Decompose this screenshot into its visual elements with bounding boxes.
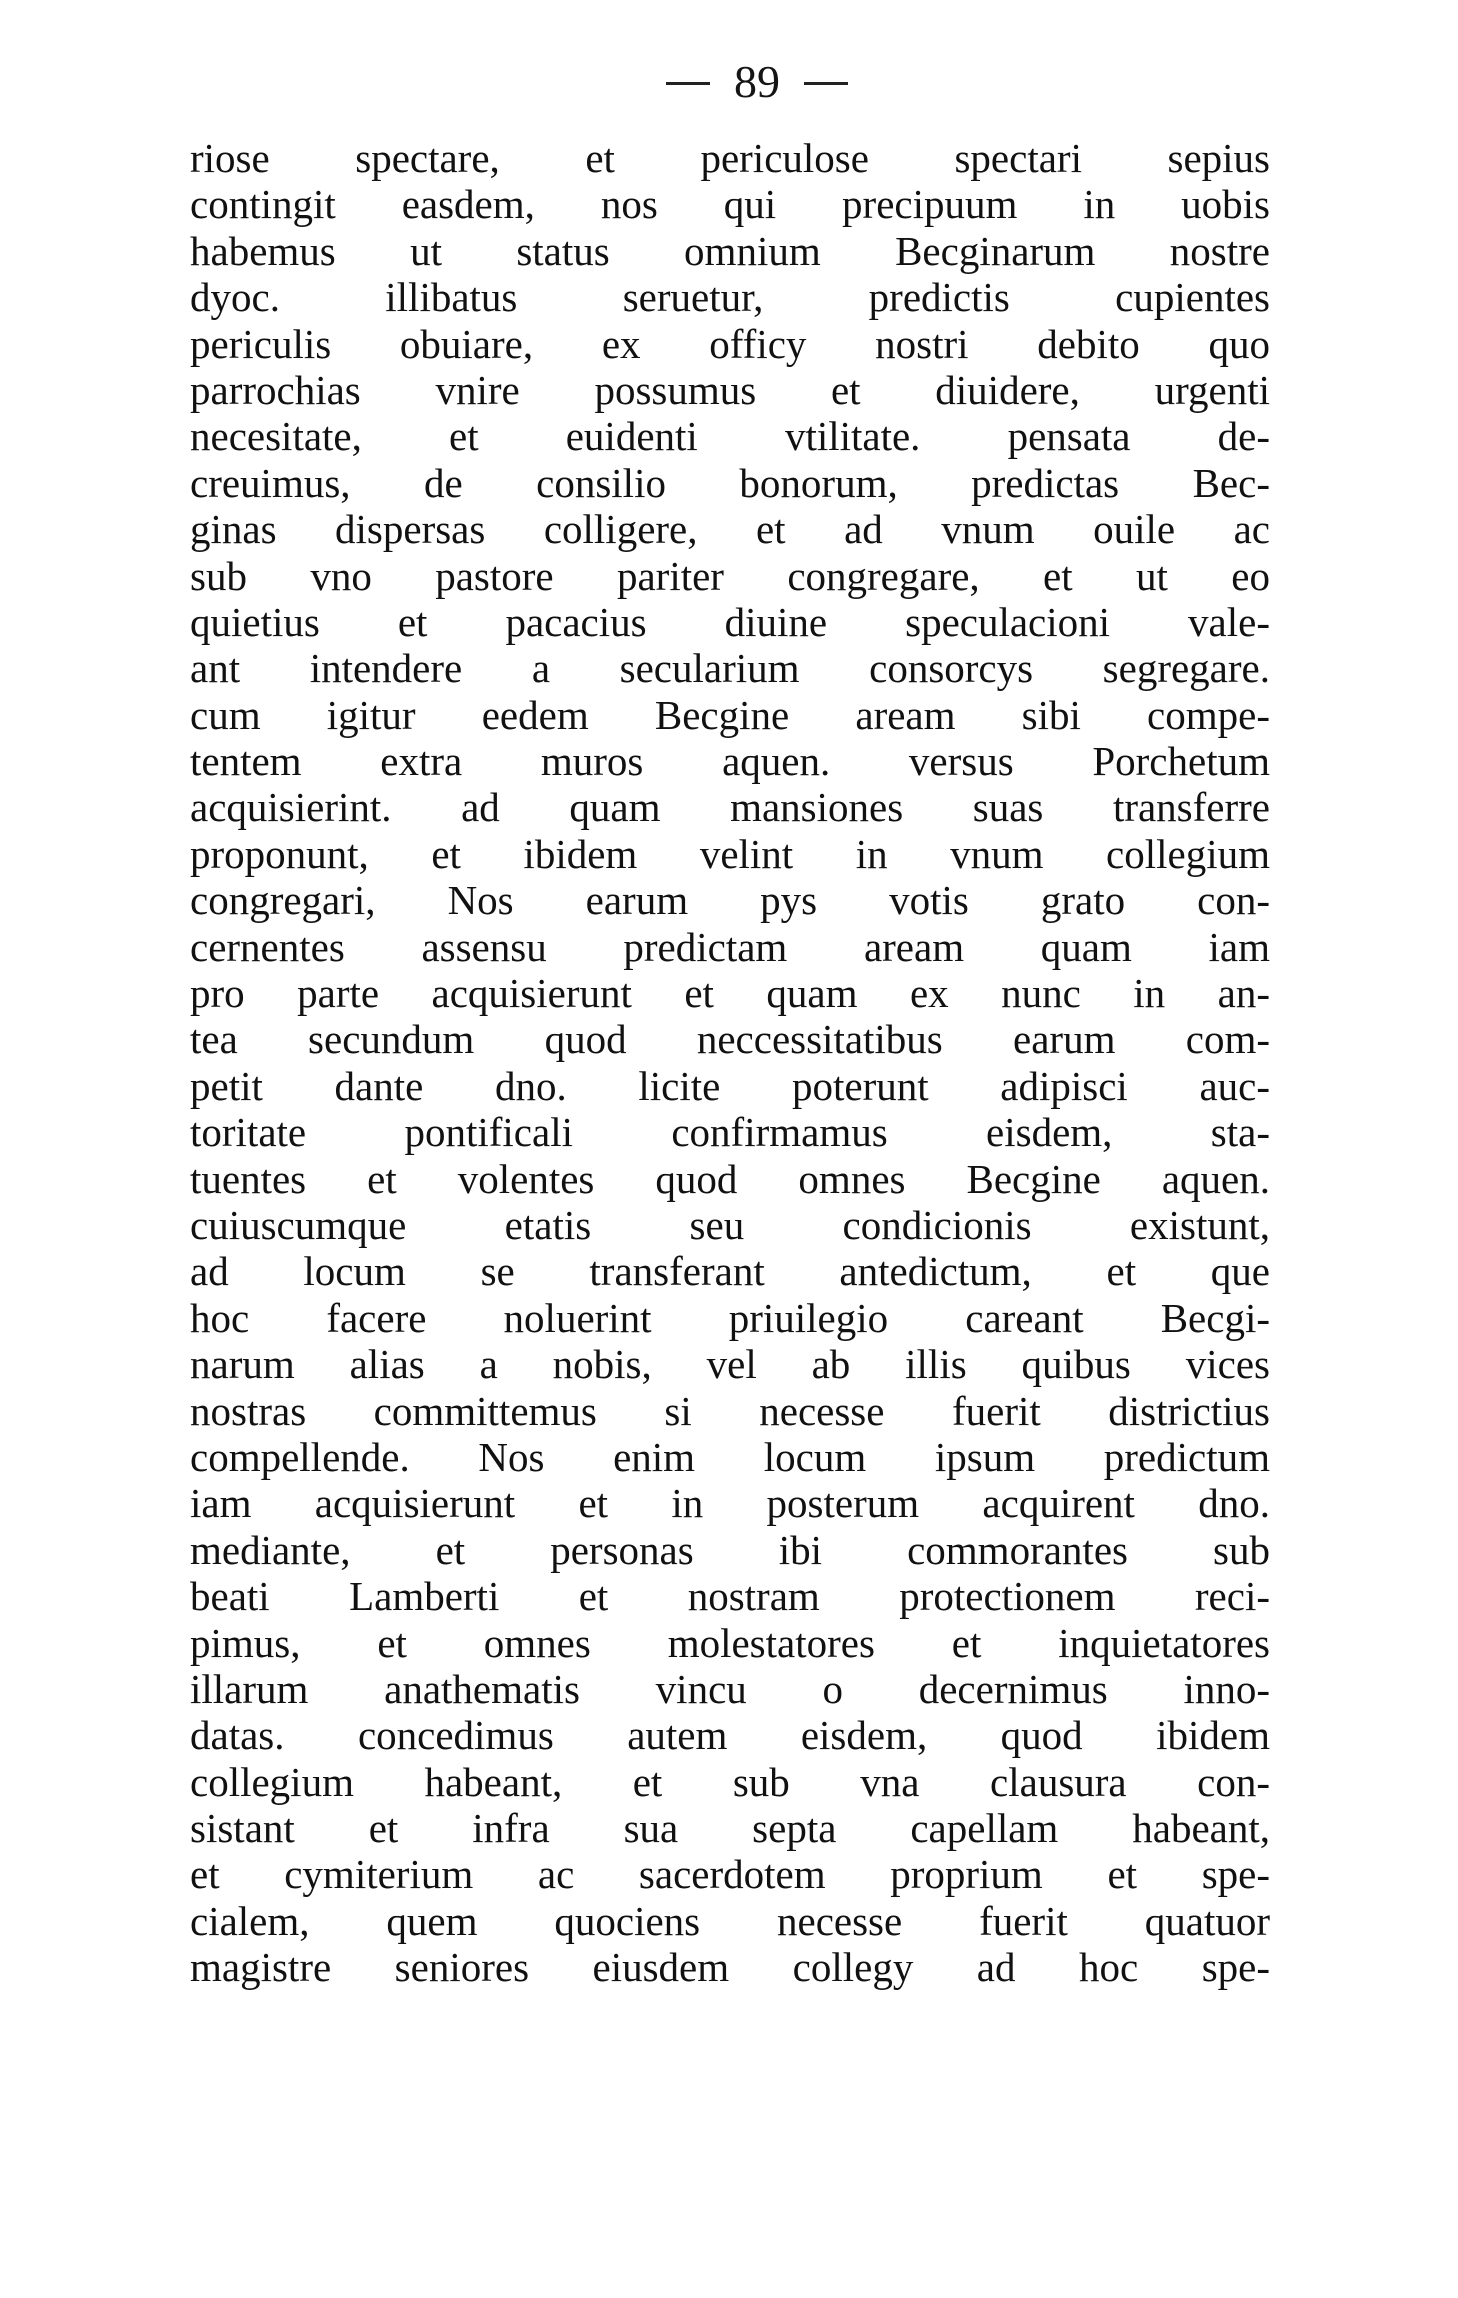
text-line: pro parte acquisierunt et quam ex nunc in an-: [190, 970, 1270, 1017]
text-line: proponunt, et ibidem velint in vnum collegium: [190, 830, 1270, 877]
text-line: collegium habeant, et sub vna clausura con-: [190, 1758, 1270, 1805]
text-line: iam acquisierunt et in posterum acquirent dno.: [190, 1480, 1270, 1527]
text-line: cuiuscumque etatis seu condicionis existunt,: [190, 1201, 1270, 1248]
text-line: creuimus, de consilio bonorum, predictas Bec-: [190, 459, 1270, 506]
text-line: contingit easdem, nos qui precipuum in uobis: [190, 181, 1270, 228]
text-line: acquisierint. ad quam mansiones suas transferre: [190, 784, 1270, 831]
body-text: [190, 135, 1270, 1991]
text-line: congregari, Nos earum pys votis grato con-: [190, 877, 1270, 924]
text-line: magistre seniores eiusdem collegy ad hoc spe-: [190, 1944, 1270, 1991]
text-line: hoc facere noluerint priuilegio careant Becgi-: [190, 1294, 1270, 1341]
text-line: illarum anathematis vincu o decernimus inno-: [190, 1665, 1270, 1712]
text-line: tuentes et volentes quod omnes Becgine aquen.: [190, 1155, 1270, 1202]
text-line: ginas dispersas colligere, et ad vnum ouile ac: [190, 506, 1270, 553]
text-line: ad locum se transferant antedictum, et que: [190, 1248, 1270, 1295]
text-line: mediante, et personas ibi commorantes sub: [190, 1526, 1270, 1573]
text-line: pimus, et omnes molestatores et inquietatores: [190, 1619, 1270, 1666]
page-header: [28, 52, 1458, 112]
text-line: habemus ut status omnium Becginarum nostre: [190, 227, 1270, 274]
text-line: riose spectare, et periculose spectari sepius: [190, 135, 1270, 181]
text-line: petit dante dno. licite poterunt adipisci auc-: [190, 1062, 1270, 1109]
text-line: beati Lamberti et nostram protectionem reci-: [190, 1573, 1270, 1620]
text-line: necesitate, et euidenti vtilitate. pensata de-: [190, 413, 1270, 460]
left-dash: [666, 82, 710, 85]
text-line: cum igitur eedem Becgine aream sibi compe-: [190, 691, 1270, 738]
text-line: datas. concedimus autem eisdem, quod ibidem: [190, 1712, 1270, 1759]
text-line: narum alias a nobis, vel ab illis quibus vices: [190, 1341, 1270, 1388]
text-line: tentem extra muros aquen. versus Porchetum: [190, 738, 1270, 785]
text-line: nostras committemus si necesse fuerit districtius: [190, 1387, 1270, 1434]
right-dash: [804, 82, 848, 85]
text-line: quietius et pacacius diuine speculacioni vale-: [190, 598, 1270, 645]
text-line: sub vno pastore pariter congregare, et ut eo: [190, 552, 1270, 599]
text-line: tea secundum quod neccessitatibus earum com-: [190, 1016, 1270, 1063]
text-line: et cymiterium ac sacerdotem proprium et spe-: [190, 1851, 1270, 1898]
text-line: cernentes assensu predictam aream quam iam: [190, 923, 1270, 970]
text-line: periculis obuiare, ex officy nostri debito quo: [190, 320, 1270, 367]
text-line: parrochias vnire possumus et diuidere, urgenti: [190, 366, 1270, 413]
text-line: ant intendere a secularium consorcys segregare.: [190, 645, 1270, 692]
text-line: compellende. Nos enim locum ipsum predictum: [190, 1433, 1270, 1480]
text-line: toritate pontificali confirmamus eisdem, sta-: [190, 1109, 1270, 1156]
text-line: sistant et infra sua septa capellam habeant,: [190, 1805, 1270, 1852]
text-line: cialem, quem quociens necesse fuerit quatuor: [190, 1897, 1270, 1944]
text-line: dyoc. illibatus seruetur, predictis cupientes: [190, 274, 1270, 321]
page-number: 89: [734, 56, 780, 107]
